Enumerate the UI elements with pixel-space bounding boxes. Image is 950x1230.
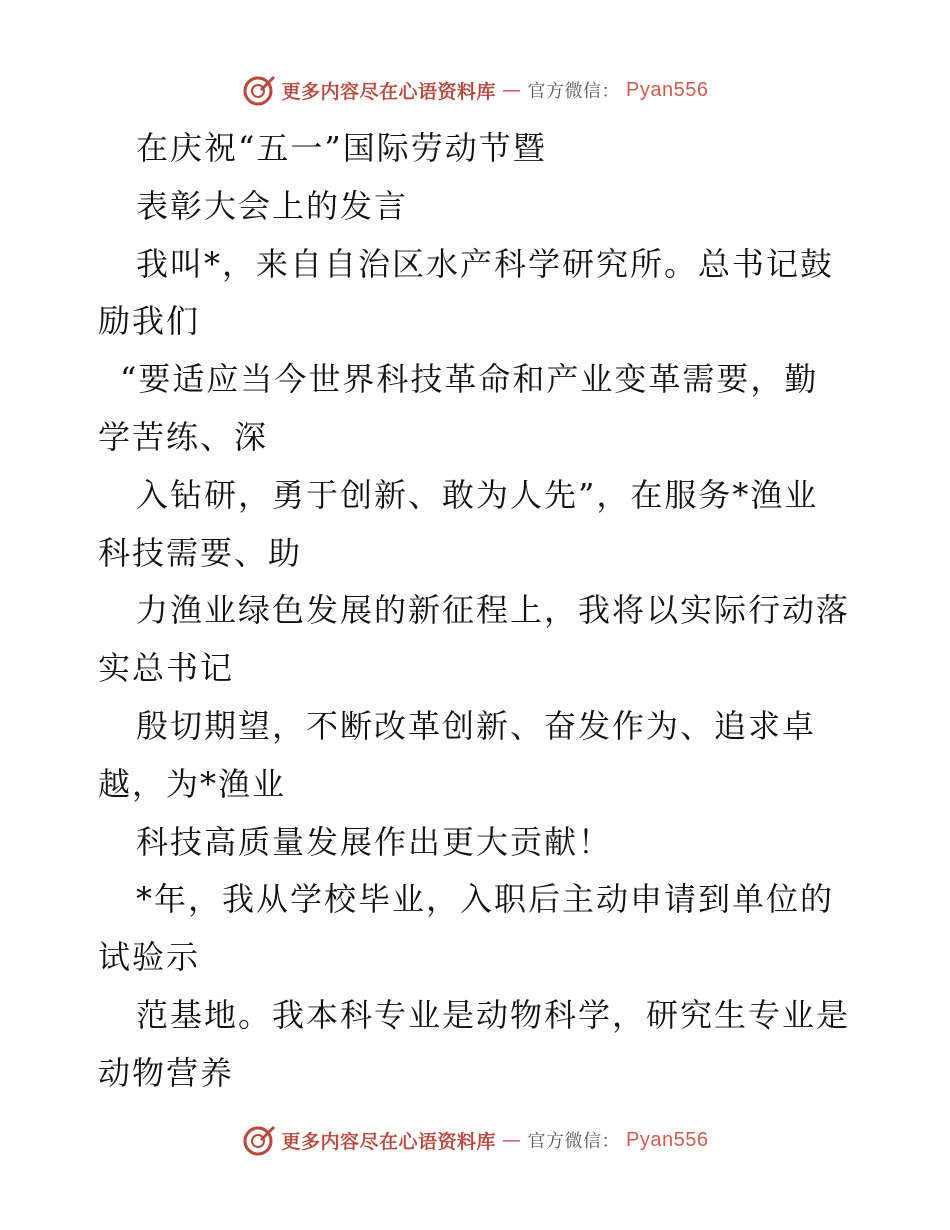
doc-line: 励我们 — [98, 302, 201, 341]
doc-line: 科技高质量发展作出更大贡献！ — [136, 822, 613, 861]
doc-line: 我叫*，来自自治区水产科学研究所。总书记鼓 — [136, 244, 835, 283]
doc-line: *年，我从学校毕业，入职后主动申请到单位的 — [136, 880, 835, 919]
doc-line: 实总书记 — [98, 649, 235, 688]
doc-line: 学苦练、深 — [98, 417, 269, 456]
watermark-wechat-id: Pyan556 — [626, 78, 709, 101]
doc-line: 科技需要、助 — [98, 533, 303, 572]
doc-line: 入钻研，勇于创新、敢为人先”，在服务*渔业 — [136, 475, 819, 514]
doc-line: “要适应当今世界科技革命和产业变革需要，勤 — [120, 360, 819, 399]
watermark-wechat-id: Pyan556 — [626, 1128, 709, 1151]
document-body — [98, 120, 858, 1103]
doc-line: 越，为*渔业 — [98, 764, 287, 803]
footer-watermark — [0, 1120, 950, 1160]
doc-line: 在庆祝“五一”国际劳动节暨 — [136, 129, 547, 167]
watermark-main-text: 更多内容尽在心语资料库 — [281, 1130, 497, 1153]
watermark-sub-text: 官方微信： — [527, 81, 621, 102]
watermark-dash: — — [502, 79, 522, 101]
doc-line: 力渔业绿色发展的新征程上，我将以实际行动落 — [136, 591, 851, 630]
pen-logo-icon — [242, 73, 276, 107]
doc-line: 动物营养 — [98, 1053, 235, 1092]
watermark-sub-text: 官方微信： — [527, 1131, 621, 1152]
header-watermark — [0, 70, 950, 110]
doc-line: 殷切期望，不断改革创新、奋发作为、追求卓 — [136, 706, 817, 745]
watermark-main-text: 更多内容尽在心语资料库 — [281, 80, 497, 103]
doc-line: 表彰大会上的发言 — [136, 186, 409, 225]
doc-line: 范基地。我本科专业是动物科学，研究生专业是 — [136, 995, 851, 1034]
watermark-dash: — — [502, 1129, 522, 1151]
pen-logo-icon — [242, 1123, 276, 1157]
doc-line: 试验示 — [98, 938, 201, 977]
